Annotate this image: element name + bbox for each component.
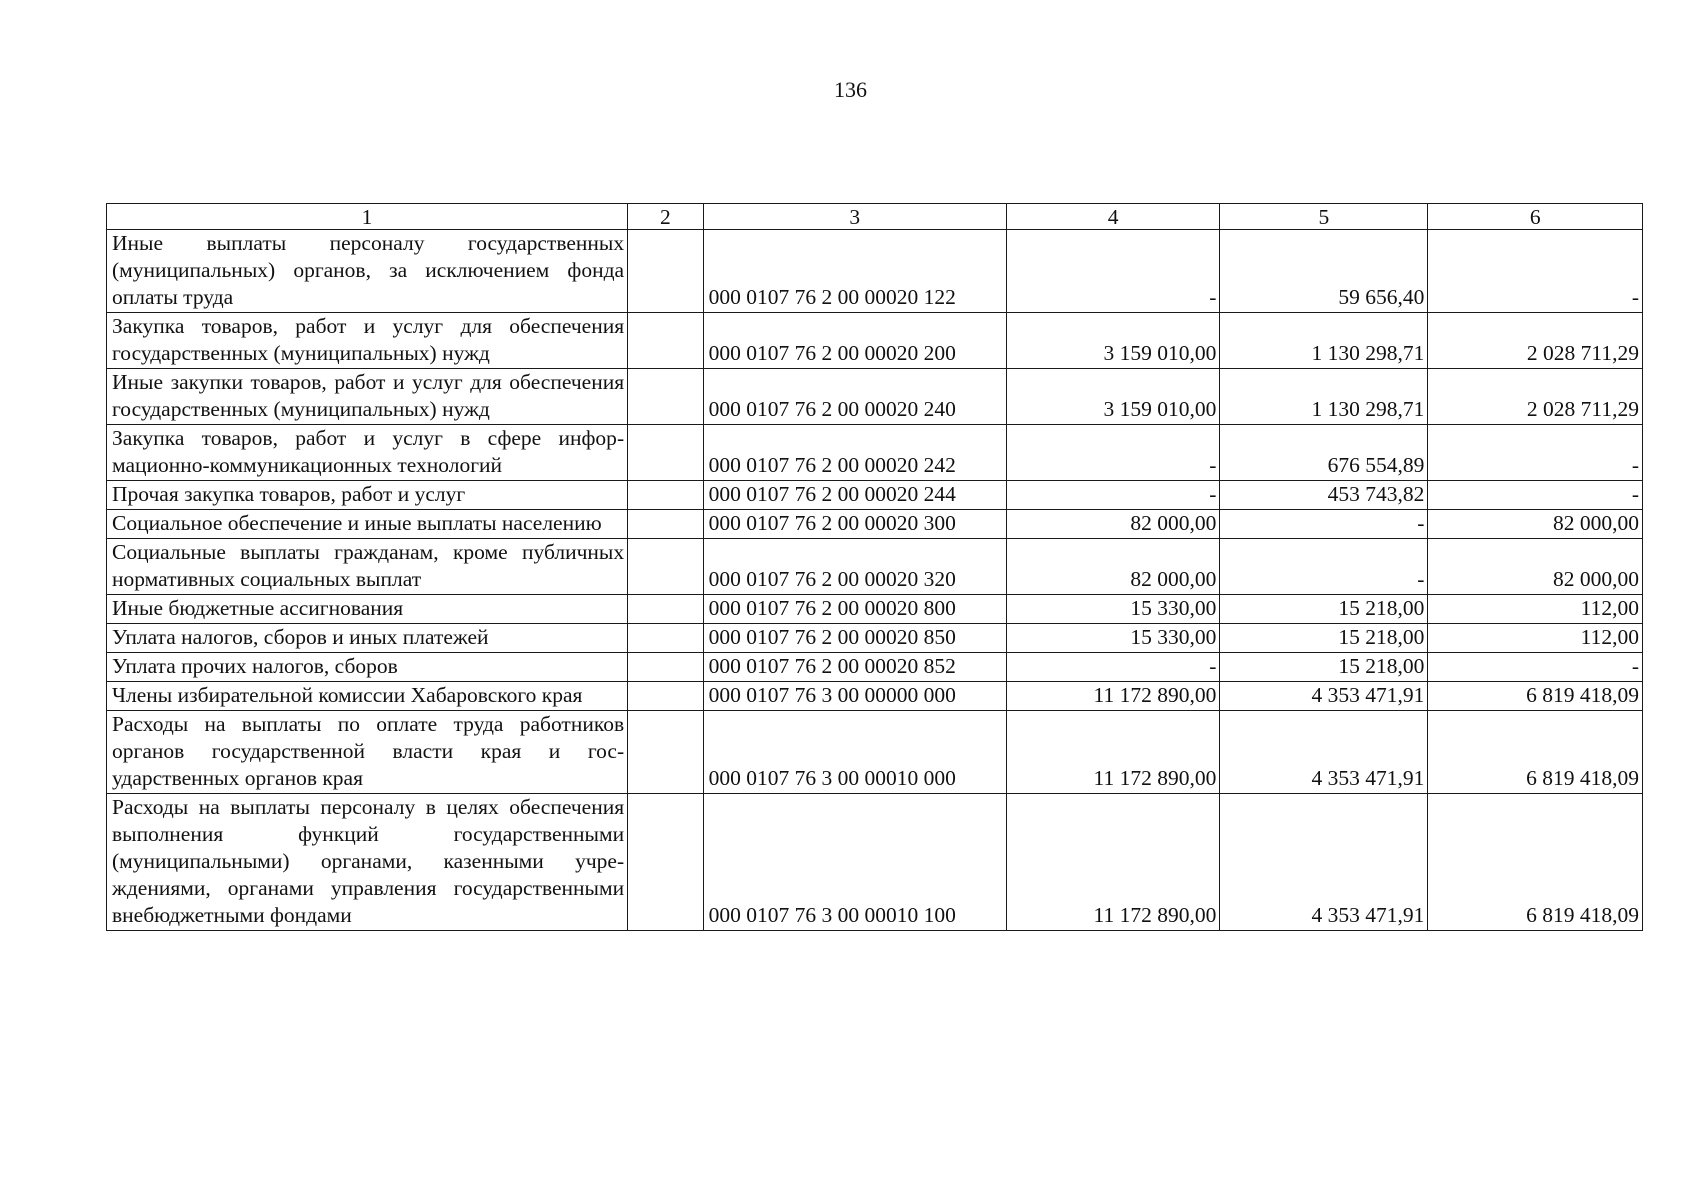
row-col4-cell: 3 159 010,00 [1006, 369, 1219, 425]
header-col-5: 5 [1220, 204, 1428, 230]
row-code-cell: 000 0107 76 2 00 00020 800 [703, 595, 1006, 624]
row-col2-cell [628, 481, 704, 510]
row-col5-cell: 15 218,00 [1220, 595, 1428, 624]
row-name-cell: Закупка товаров, работ и услуг в сфере информационно-коммуникационных технологий [107, 425, 628, 481]
row-col5-cell: 59 656,40 [1220, 230, 1428, 313]
table-row [107, 595, 1643, 624]
table-row [107, 313, 1643, 369]
row-code-cell: 000 0107 76 3 00 00010 100 [703, 794, 1006, 931]
row-col4-cell: 15 330,00 [1006, 595, 1219, 624]
table-row [107, 539, 1643, 595]
row-name-cell: Расходы на выплаты персоналу в целях обеспечения выполнения функций государственными (муниципальными) органами, казенными учреждениями, органами управления государственными внебюджетными фондами [107, 794, 628, 931]
row-code-cell: 000 0107 76 2 00 00020 122 [703, 230, 1006, 313]
row-col2-cell [628, 369, 704, 425]
row-col4-cell: 3 159 010,00 [1006, 313, 1219, 369]
row-col4-cell: - [1006, 425, 1219, 481]
row-col5-cell: 4 353 471,91 [1220, 711, 1428, 794]
table-header-row [107, 204, 1643, 230]
row-col5-cell: 1 130 298,71 [1220, 369, 1428, 425]
row-col4-cell: 82 000,00 [1006, 510, 1219, 539]
row-col2-cell [628, 711, 704, 794]
row-code-cell: 000 0107 76 2 00 00020 242 [703, 425, 1006, 481]
row-name-cell: Иные закупки товаров, работ и услуг для обеспечения государственных (муниципальных) нужд [107, 369, 628, 425]
row-col6-cell: - [1428, 481, 1643, 510]
row-code-cell: 000 0107 76 2 00 00020 244 [703, 481, 1006, 510]
row-code-cell: 000 0107 76 2 00 00020 320 [703, 539, 1006, 595]
row-name-cell: Члены избирательной комиссии Хабаровского края [107, 682, 628, 711]
header-col-1: 1 [107, 204, 628, 230]
row-col4-cell: 15 330,00 [1006, 624, 1219, 653]
row-name-cell: Социальное обеспечение и иные выплаты населению [107, 510, 628, 539]
row-col2-cell [628, 230, 704, 313]
row-code-cell: 000 0107 76 3 00 00000 000 [703, 682, 1006, 711]
row-code-cell: 000 0107 76 3 00 00010 000 [703, 711, 1006, 794]
row-col6-cell: - [1428, 230, 1643, 313]
row-name-cell: Иные бюджетные ассигнования [107, 595, 628, 624]
row-name-cell: Прочая закупка товаров, работ и услуг [107, 481, 628, 510]
row-col6-cell: 6 819 418,09 [1428, 682, 1643, 711]
table-body [107, 230, 1643, 931]
row-col4-cell: - [1006, 481, 1219, 510]
row-name-cell: Иные выплаты персоналу государственных (муниципальных) органов, за исключением фонда оплаты труда [107, 230, 628, 313]
table-row [107, 230, 1643, 313]
row-col2-cell [628, 682, 704, 711]
row-col6-cell: 6 819 418,09 [1428, 711, 1643, 794]
row-name-cell: Расходы на выплаты по оплате труда работников органов государственной власти края и государственных органов края [107, 711, 628, 794]
row-col4-cell: - [1006, 230, 1219, 313]
row-col2-cell [628, 425, 704, 481]
row-col5-cell: - [1220, 510, 1428, 539]
row-col4-cell: 11 172 890,00 [1006, 682, 1219, 711]
table-row [107, 653, 1643, 682]
row-col6-cell: - [1428, 425, 1643, 481]
row-name-cell: Уплата прочих налогов, сборов [107, 653, 628, 682]
table-row [107, 369, 1643, 425]
header-col-6: 6 [1428, 204, 1643, 230]
row-code-cell: 000 0107 76 2 00 00020 200 [703, 313, 1006, 369]
row-col2-cell [628, 510, 704, 539]
row-col6-cell: 112,00 [1428, 595, 1643, 624]
row-col6-cell: 82 000,00 [1428, 510, 1643, 539]
row-col2-cell [628, 624, 704, 653]
row-col2-cell [628, 595, 704, 624]
row-name-cell: Закупка товаров, работ и услуг для обеспечения государственных (муниципальных) нужд [107, 313, 628, 369]
table-row [107, 624, 1643, 653]
row-col5-cell: 453 743,82 [1220, 481, 1428, 510]
table-row [107, 510, 1643, 539]
table-row [107, 794, 1643, 931]
row-col4-cell: 11 172 890,00 [1006, 711, 1219, 794]
row-col5-cell: 15 218,00 [1220, 624, 1428, 653]
row-col6-cell: 112,00 [1428, 624, 1643, 653]
row-code-cell: 000 0107 76 2 00 00020 850 [703, 624, 1006, 653]
row-code-cell: 000 0107 76 2 00 00020 240 [703, 369, 1006, 425]
row-col4-cell: - [1006, 653, 1219, 682]
row-col6-cell: - [1428, 653, 1643, 682]
page-number: 136 [834, 77, 867, 102]
row-code-cell: 000 0107 76 2 00 00020 852 [703, 653, 1006, 682]
row-col2-cell [628, 653, 704, 682]
row-col6-cell: 2 028 711,29 [1428, 369, 1643, 425]
row-col5-cell: 4 353 471,91 [1220, 682, 1428, 711]
row-col6-cell: 2 028 711,29 [1428, 313, 1643, 369]
row-code-cell: 000 0107 76 2 00 00020 300 [703, 510, 1006, 539]
row-col4-cell: 11 172 890,00 [1006, 794, 1219, 931]
row-col2-cell [628, 539, 704, 595]
row-col6-cell: 6 819 418,09 [1428, 794, 1643, 931]
header-col-2: 2 [628, 204, 704, 230]
row-col5-cell: 4 353 471,91 [1220, 794, 1428, 931]
row-col5-cell: 15 218,00 [1220, 653, 1428, 682]
row-col2-cell [628, 794, 704, 931]
row-col5-cell: 1 130 298,71 [1220, 313, 1428, 369]
row-name-cell: Уплата налогов, сборов и иных платежей [107, 624, 628, 653]
row-col6-cell: 82 000,00 [1428, 539, 1643, 595]
row-col2-cell [628, 313, 704, 369]
header-col-4: 4 [1006, 204, 1219, 230]
expenditure-table [106, 203, 1643, 931]
header-col-3: 3 [703, 204, 1006, 230]
table-row [107, 481, 1643, 510]
row-col5-cell: 676 554,89 [1220, 425, 1428, 481]
row-col5-cell: - [1220, 539, 1428, 595]
table-row [107, 711, 1643, 794]
table-row [107, 425, 1643, 481]
row-col4-cell: 82 000,00 [1006, 539, 1219, 595]
table-row [107, 682, 1643, 711]
row-name-cell: Социальные выплаты гражданам, кроме публичных нормативных социальных выплат [107, 539, 628, 595]
